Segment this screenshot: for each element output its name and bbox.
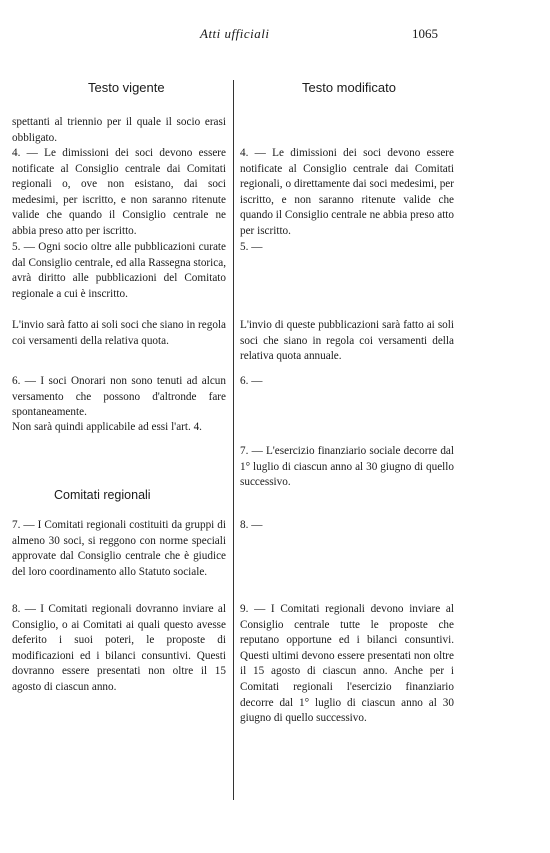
column-divider bbox=[233, 80, 234, 800]
left-article-6: 6. — I soci Onorari non sono tenuti ad alcun versamento che possono d'altronde fare spontaneamente. bbox=[12, 375, 226, 419]
right-article-6: 6. — bbox=[240, 375, 263, 387]
section-title: Comitati regionali bbox=[54, 488, 151, 502]
left-paragraph-3-tail: spettanti al triennio per il quale il socio erasi obbligato. bbox=[12, 116, 226, 144]
running-header bbox=[0, 26, 550, 46]
right-article-4: 4. — Le dimissioni dei soci devono essere notificate al Consiglio centrale dai Comitati regionali, o direttamente dai soci medesimi, per iscritto, e non saranno ritenute valide che quando il Consiglio centrale ne abbia preso atto per iscritto. bbox=[240, 147, 454, 237]
right-article-7: 7. — L'esercizio finanziario sociale decorre dal 1° luglio di ciascun anno al 30 giugno di quello successivo. bbox=[240, 445, 454, 489]
column-heading-current: Testo vigente bbox=[88, 80, 165, 95]
header-title: Atti ufficiali bbox=[200, 26, 270, 41]
left-article-7: 7. — I Comitati regionali costituiti da gruppi di almeno 30 soci, si reggono con norme speciali approvate dal Consiglio centrale che è giudice del loro coordinamento allo Statuto sociale. bbox=[12, 519, 226, 578]
left-article-8: 8. — I Comitati regionali dovranno inviare al Consiglio, o ai Comitati ai quali questo avesse deferito i suoi poteri, le proposte di modificazioni ed i bilanci consuntivi. Questi dovranno essere presentati non oltre il 15 agosto di ciascun anno. bbox=[12, 603, 226, 693]
page-number: 1065 bbox=[412, 26, 438, 41]
column-heading-modified: Testo modificato bbox=[302, 80, 396, 95]
right-article-5-send: L'invio di queste pubblicazioni sarà fatto ai soli soci che siano in regola coi versamenti della relativa quota annuale. bbox=[240, 319, 454, 363]
right-article-5: 5. — bbox=[240, 241, 263, 253]
left-article-5-send: L'invio sarà fatto ai soli soci che siano in regola coi versamenti della relativa quota. bbox=[12, 319, 226, 347]
right-article-9: 9. — I Comitati regionali devono inviare al Consiglio centrale tutte le proposte che reputano opportune ed i bilanci consuntivi. Questi ultimi devono essere presentati non oltre il 15 agosto di ciascun anno. Anche per i Comitati regionali l'esercizio finanziario decorre dal 1° luglio di ciascun anno al 30 giugno di quello successivo. bbox=[240, 603, 454, 725]
left-article-6-note: Non sarà quindi applicabile ad essi l'art. 4. bbox=[12, 421, 202, 433]
left-article-4: 4. — Le dimissioni dei soci devono essere notificate al Consiglio centrale dai Comitati regionali o, ove non esistano, dai soci medesimi, per iscritto, e non saranno ritenute valide che quando il Consiglio centrale ne abbia preso atto per iscritto. bbox=[12, 147, 226, 237]
left-article-5: 5. — Ogni socio oltre alle pubblicazioni curate dal Consiglio centrale, ed alla Rassegna storica, avrà diritto alle pubblicazioni del Comitato regionale a cui è inscritto. bbox=[12, 241, 226, 300]
right-article-8: 8. — bbox=[240, 519, 263, 531]
